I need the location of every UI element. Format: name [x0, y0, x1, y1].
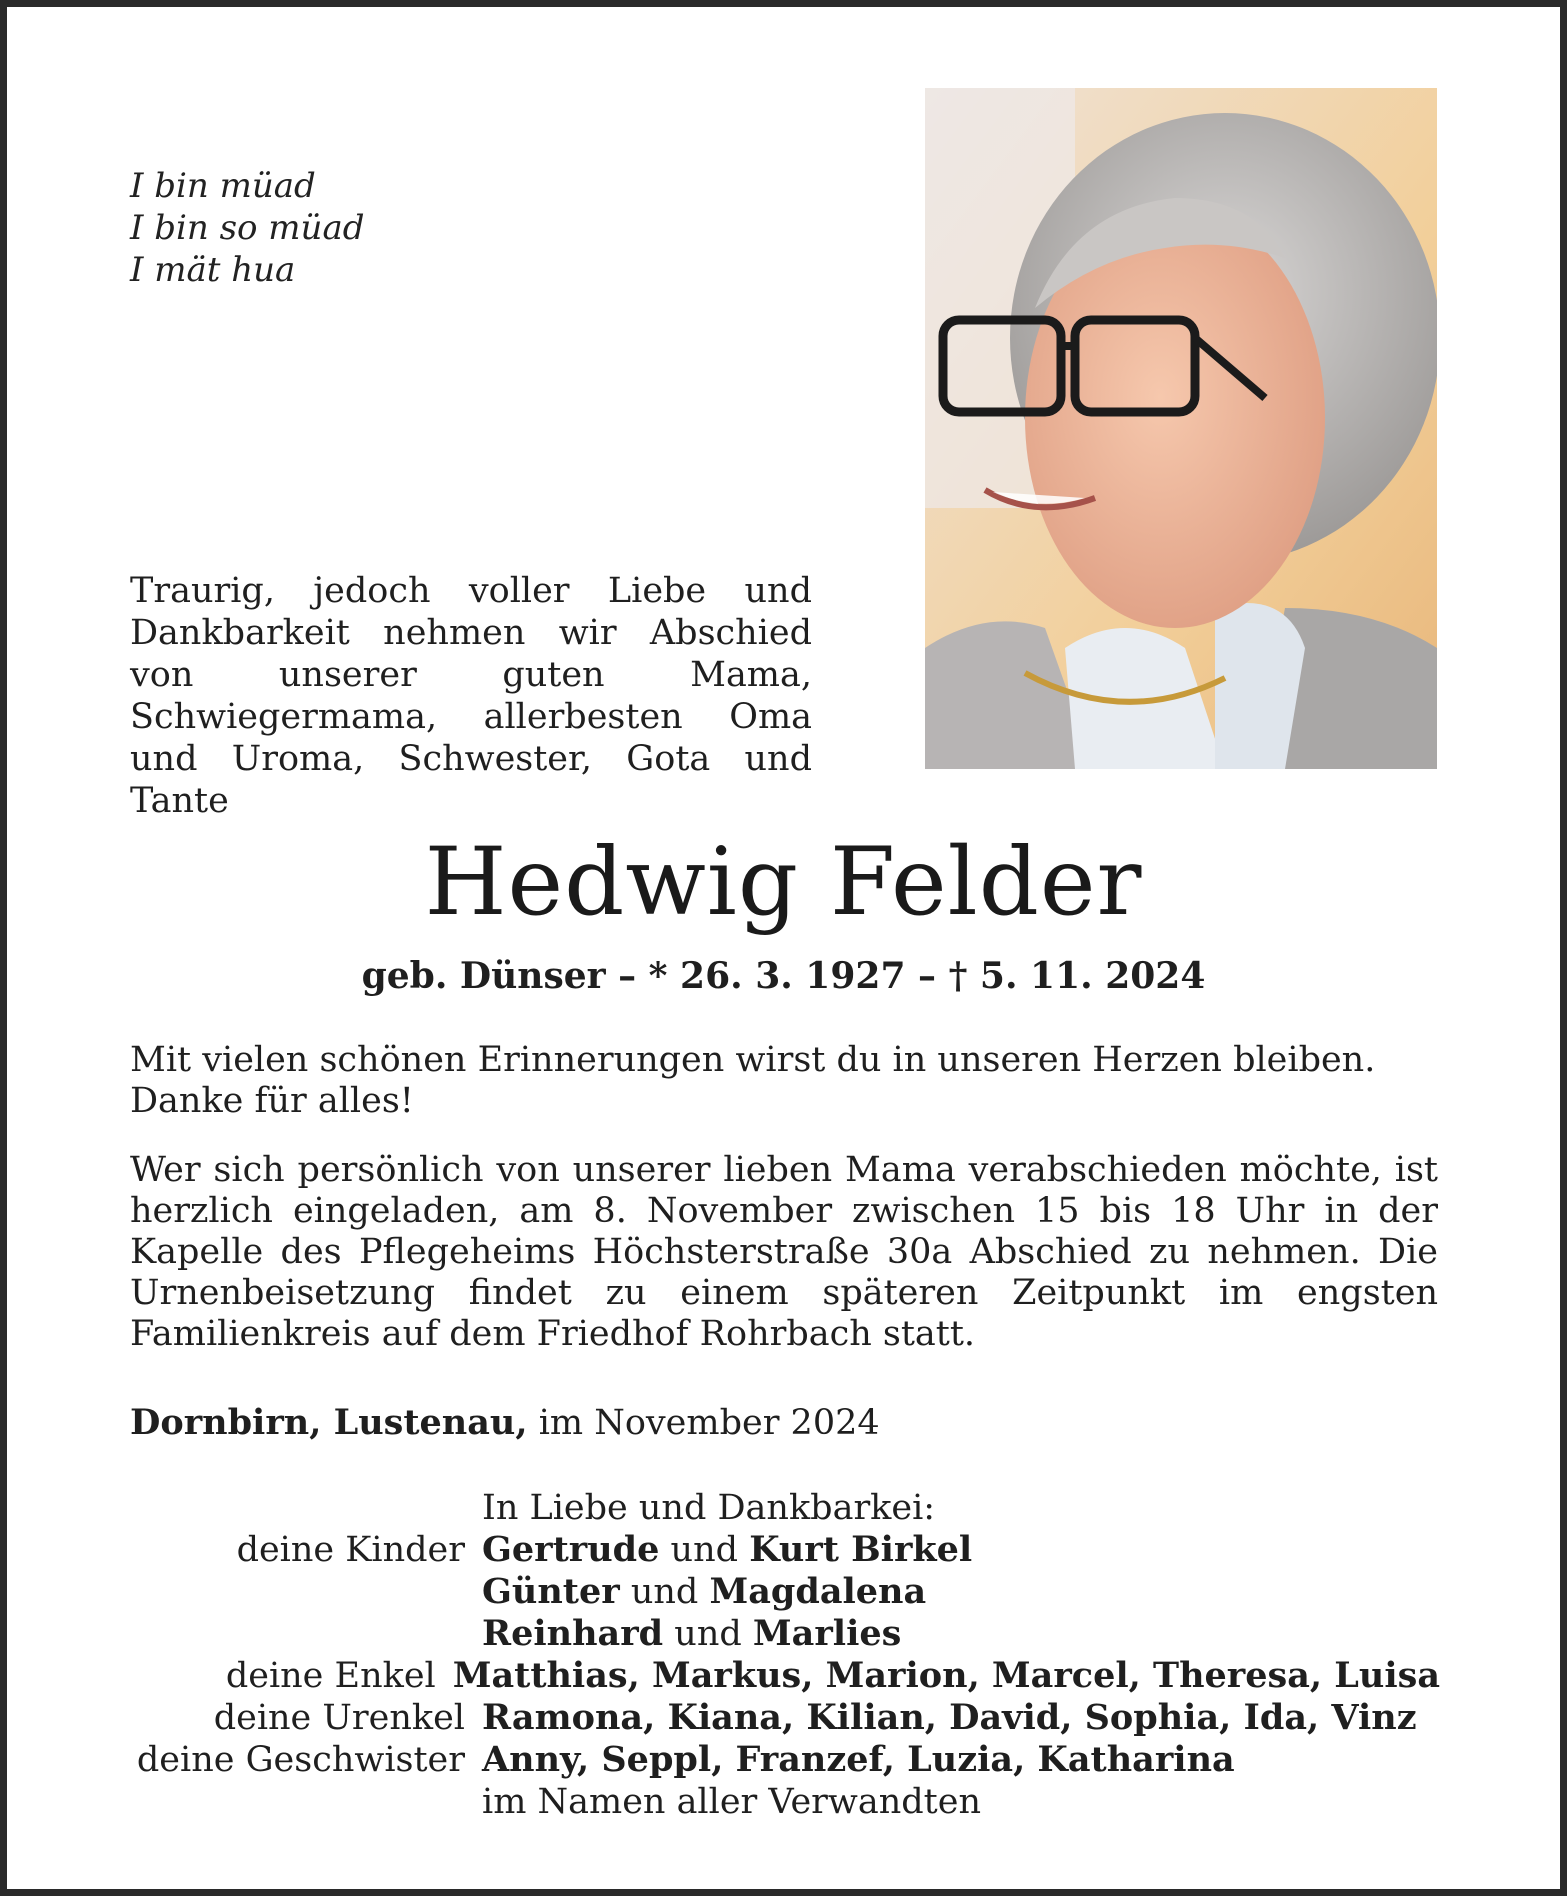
- grandchildren-label: deine Enkel: [225, 1656, 436, 1696]
- siblings-label: deine Geschwister: [136, 1740, 465, 1780]
- partner-name: Marlies: [752, 1613, 902, 1654]
- grandchildren-names: Matthias, Markus, Marion, Marcel, Theresa, Luisa: [452, 1655, 1440, 1696]
- memory-paragraph: Mit vielen schönen Erinnerungen wirst du in unseren Herzen bleiben. Danke für alles!: [130, 1040, 1376, 1121]
- portrait-photo: [925, 88, 1437, 769]
- birth-death-dates: geb. Dünser – * 26. 3. 1927 – † 5. 11. 2024: [361, 955, 1206, 997]
- child-name: Gertrude: [482, 1529, 660, 1570]
- place-and-date: [130, 1402, 880, 1444]
- partner-name: Kurt Birkel: [749, 1529, 973, 1570]
- intro-text: Traurig, jedoch voller Liebe und Dankbarkeit nehmen wir Abschied von unserer guten Mama, Schwiegermama, allerbesten Oma und Uroma, Schwester, Gota und Tante: [130, 571, 812, 821]
- conjunction: und: [670, 1530, 739, 1570]
- siblings-names: Anny, Seppl, Franzef, Luzia, Katharina: [482, 1739, 1235, 1780]
- children-row-2: [130, 1571, 1440, 1613]
- motto-line-1: I bin müad: [130, 166, 316, 206]
- great-grandchildren-label: deine Urenkel: [213, 1698, 465, 1738]
- conjunction: und: [630, 1572, 699, 1612]
- great-grandchildren-row: [130, 1697, 1440, 1739]
- motto-verse: [130, 165, 364, 291]
- place-cities: Dornbirn, Lustenau,: [130, 1402, 528, 1443]
- closing-row: [130, 1781, 1440, 1823]
- child-name: Reinhard: [482, 1613, 664, 1654]
- children-label: deine Kinder: [236, 1530, 465, 1570]
- closing-text: im Namen aller Verwandten: [482, 1782, 981, 1822]
- children-row-3: [130, 1613, 1440, 1655]
- motto-line-2: I bin so müad: [130, 208, 365, 248]
- great-grandchildren-names: Ramona, Kiana, Kilian, David, Sophia, Ida, Vinz: [482, 1697, 1417, 1738]
- farewell-paragraph: Wer sich persönlich von unserer lieben Mama verabschieden möchte, ist herzlich eingeladen, am 8. November zwischen 15 bis 18 Uhr in der Kapelle des Pflegeheims Höchsterstraße 30a Abschied zu nehmen. Die Urnenbeisetzung findet zu einem späteren Zeitpunkt im engsten Familienkreis auf dem Friedhof Rohrbach statt.: [130, 1150, 1438, 1354]
- partner-name: Magdalena: [709, 1571, 927, 1612]
- mourners-list: [130, 1487, 1440, 1823]
- child-name: Günter: [482, 1571, 620, 1612]
- siblings-row: [130, 1739, 1440, 1781]
- deceased-name: Hedwig Felder: [424, 828, 1143, 937]
- mourners-heading: In Liebe und Dankbarkei:: [482, 1488, 936, 1528]
- mourners-heading-row: [130, 1487, 1440, 1529]
- grandchildren-row: [130, 1655, 1440, 1697]
- conjunction: und: [674, 1614, 742, 1654]
- place-date: im November 2024: [538, 1403, 880, 1443]
- children-row-1: [130, 1529, 1440, 1571]
- motto-line-3: I mät hua: [130, 250, 296, 290]
